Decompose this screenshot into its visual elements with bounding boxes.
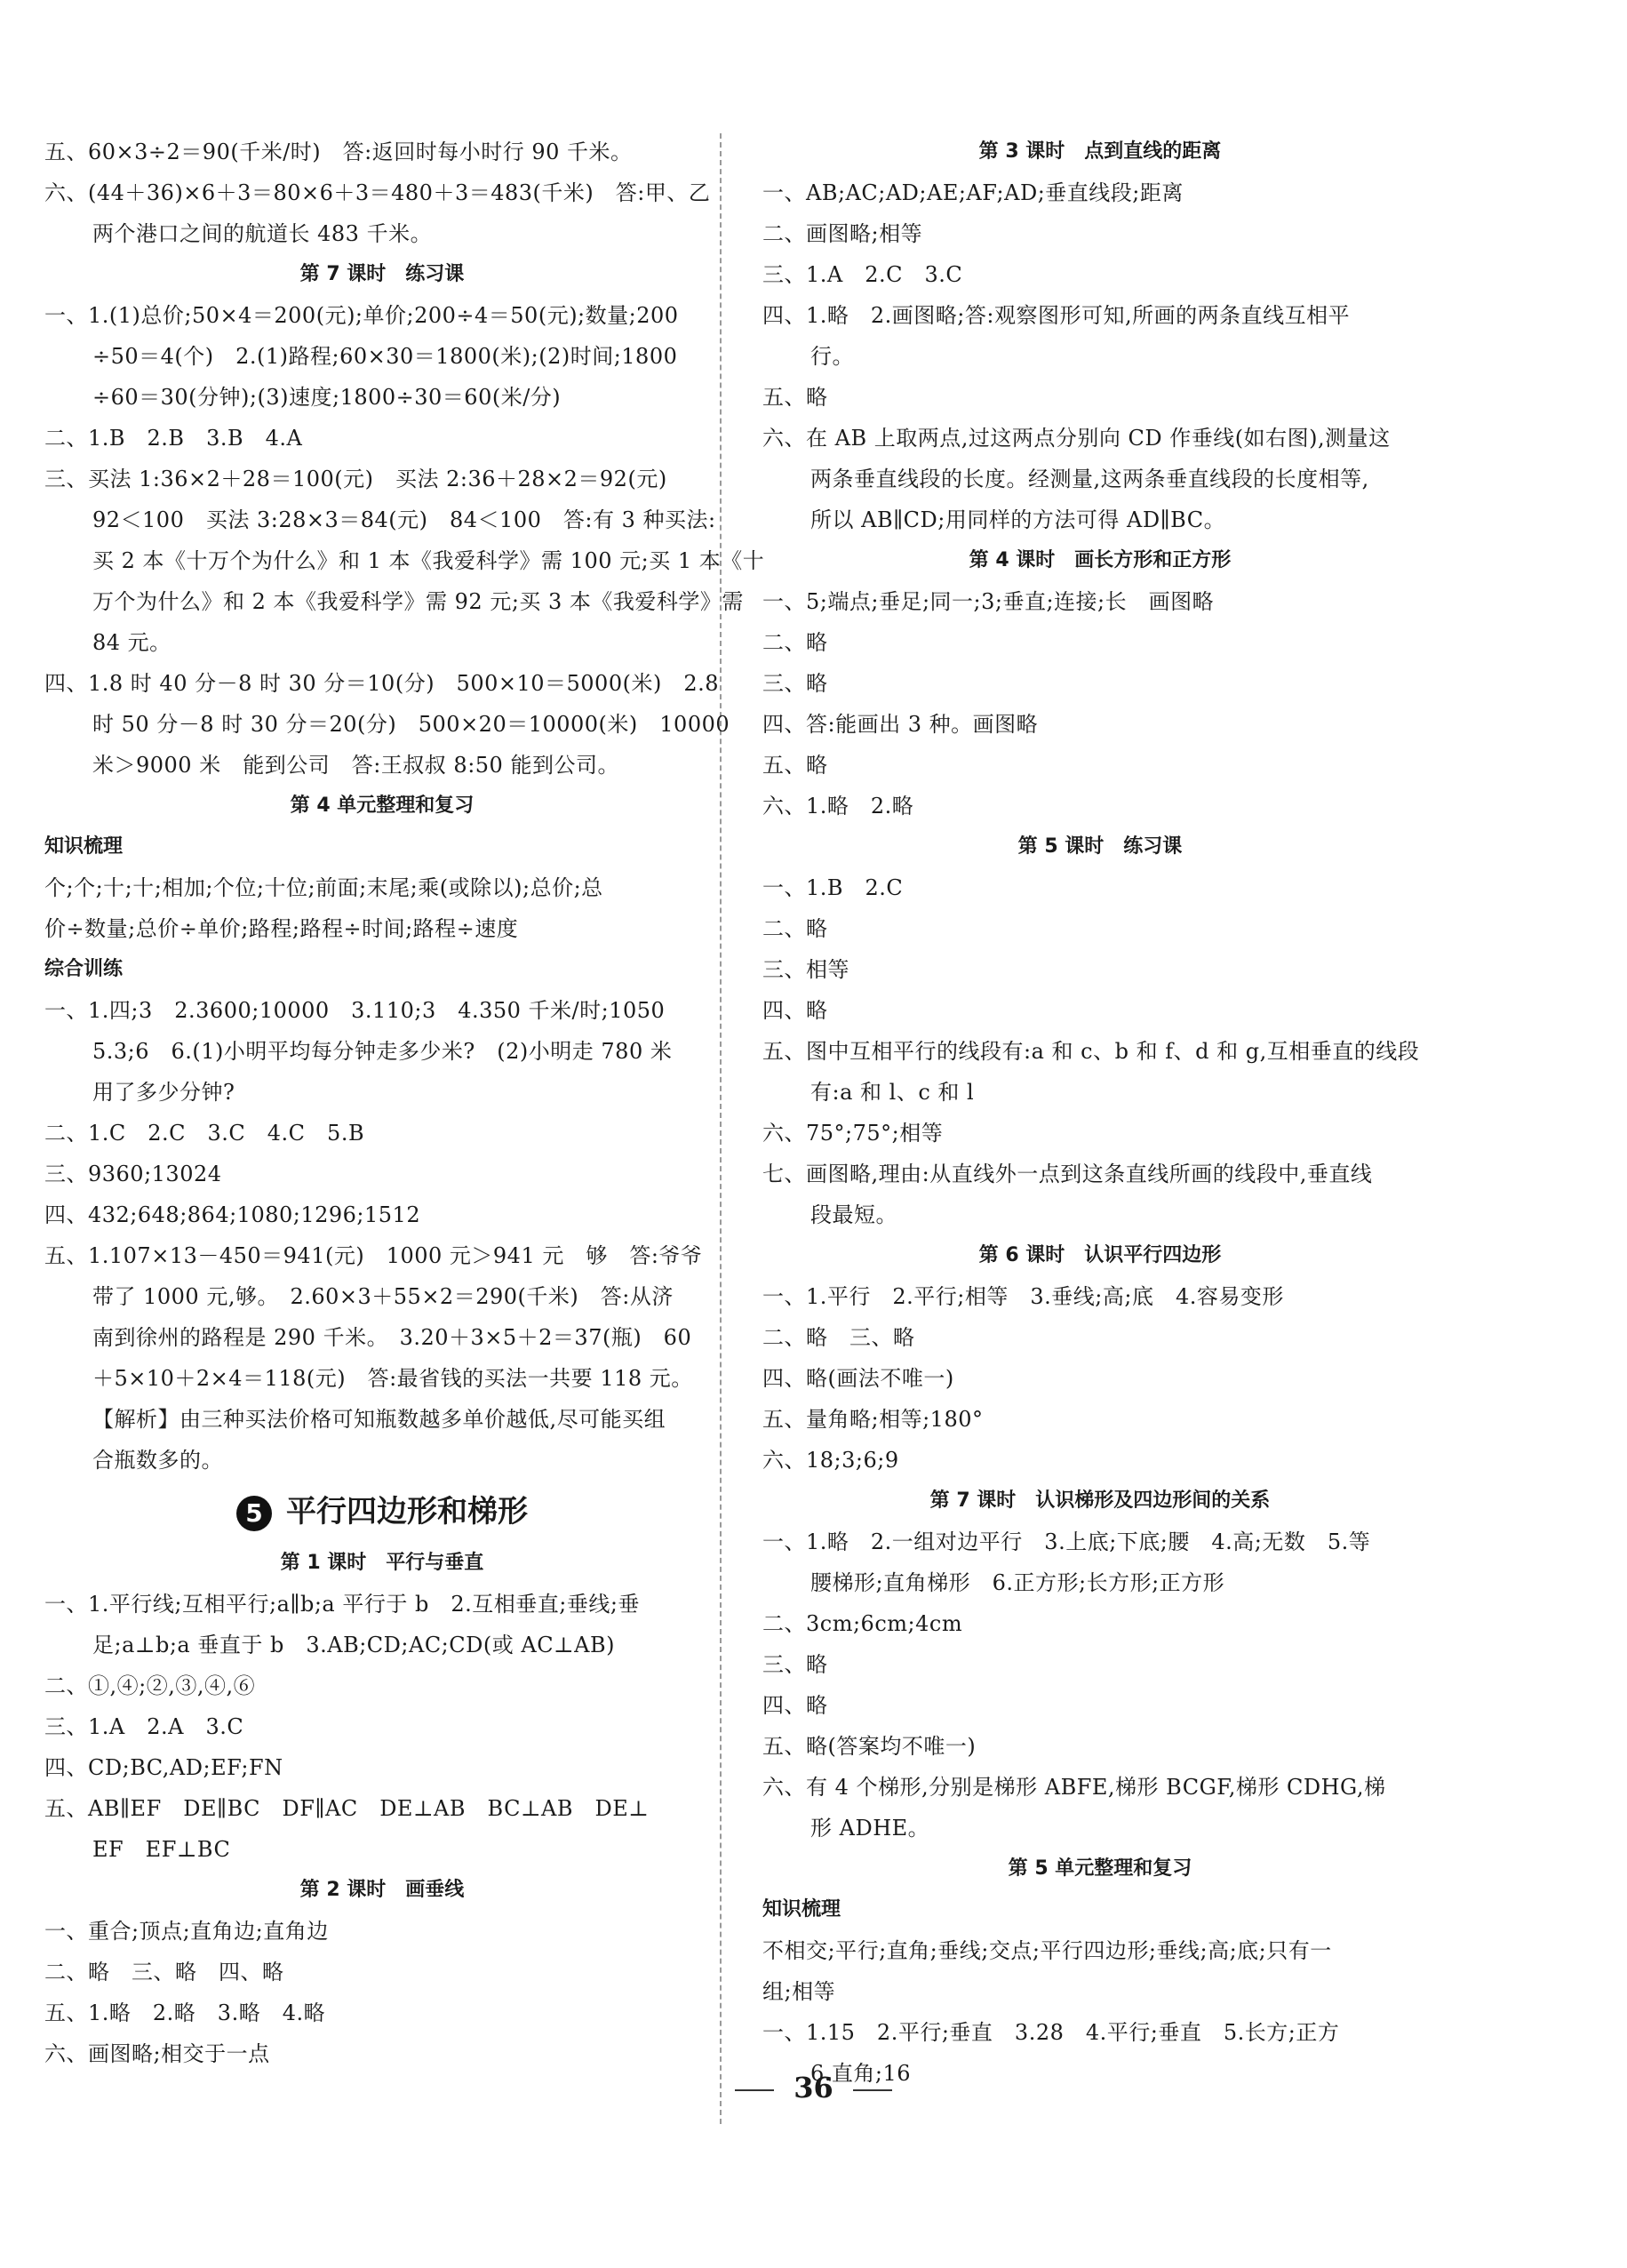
right-column	[762, 132, 1438, 2094]
page-footer	[0, 2071, 1627, 2104]
answer-line: 五、60×3÷2＝90(千米/时) 答:返回时每小时行 90 千米。	[44, 140, 633, 164]
answer-line: 二、①,④;②,③,④,⑥	[44, 1673, 256, 1698]
subsection-label: 综合训练	[44, 958, 124, 980]
section-heading: 第 4 课时 画长方形和正方形	[969, 549, 1232, 571]
section-heading: 第 5 课时 练习课	[1017, 835, 1183, 858]
answer-line: 【解析】由三种买法价格可知瓶数越多单价越低,尽可能买组	[92, 1407, 666, 1432]
answer-line: 段最短。	[810, 1202, 897, 1227]
answer-line: 二、画图略;相等	[762, 221, 923, 246]
answer-line: 三、1.A 2.A 3.C	[44, 1714, 244, 1739]
answer-line: 一、1.15 2.平行;垂直 3.28 4.平行;垂直 5.长方;正方	[762, 2020, 1340, 2045]
answer-line: 二、略 三、略	[762, 1325, 915, 1350]
answer-line: 六、18;3;6;9	[762, 1448, 899, 1473]
answer-line: 五、略(答案均不唯一)	[762, 1734, 977, 1759]
answer-line: 南到徐州的路程是 290 千米。 3.20＋3×5＋2＝37(瓶) 60	[92, 1325, 692, 1350]
answer-line: 84 元。	[92, 630, 171, 655]
section-heading: 第 7 课时 练习课	[299, 263, 465, 285]
answer-line: 一、1.平行线;互相平行;a∥b;a 平行于 b 2.互相垂直;垂线;垂	[44, 1592, 640, 1617]
answer-line: 二、3cm;6cm;4cm	[762, 1611, 963, 1636]
answer-line: 五、略	[762, 385, 828, 410]
answer-line: 合瓶数多的。	[92, 1448, 223, 1473]
answer-line: 行。	[810, 344, 854, 369]
answer-line: 五、AB∥EF DE∥BC DF∥AC DE⊥AB BC⊥AB DE⊥	[44, 1796, 650, 1821]
footer-dash-right	[853, 2089, 892, 2091]
answer-line: 92＜100 买法 3:28×3＝84(元) 84＜100 答:有 3 种买法:	[92, 507, 716, 532]
answer-line: 二、略	[762, 630, 828, 655]
answer-line: 四、1.8 时 40 分－8 时 30 分＝10(分) 500×10＝5000(米) 2.8	[44, 671, 719, 696]
answer-line: 时 50 分－8 时 30 分＝20(分) 500×20＝10000(米) 10000	[92, 712, 730, 737]
section-heading: 第 2 课时 画垂线	[299, 1879, 465, 1901]
answer-line: 六、(44＋36)×6＋3＝80×6＋3＝480＋3＝483(千米) 答:甲、乙	[44, 180, 711, 205]
answer-line: 五、量角略;相等;180°	[762, 1407, 984, 1432]
unit-title	[44, 1482, 720, 1541]
answer-line: ÷50＝4(个) 2.(1)路程;60×30＝1800(米);(2)时间;1800	[92, 344, 678, 369]
page-number: 36	[794, 2071, 833, 2104]
answer-line: 五、图中互相平行的线段有:a 和 c、b 和 f、d 和 g,互相垂直的线段	[762, 1039, 1420, 1064]
answer-line: 一、1.四;3 2.3600;10000 3.110;3 4.350 千米/时;1050	[44, 998, 666, 1023]
answer-line: 两个港口之间的航道长 483 千米。	[92, 221, 433, 246]
answer-line: 三、9360;13024	[44, 1162, 222, 1186]
answer-line: 6.直角;16	[810, 2061, 912, 2086]
answer-line: 三、略	[762, 671, 828, 696]
answer-line: 组;相等	[762, 1979, 836, 2004]
answer-line: 一、AB;AC;AD;AE;AF;AD;垂直线段;距离	[762, 180, 1184, 205]
answer-line: 二、1.C 2.C 3.C 4.C 5.B	[44, 1121, 365, 1146]
section-heading: 第 7 课时 认识梯形及四边形间的关系	[929, 1489, 1271, 1512]
section-heading: 第 5 单元整理和复习	[1008, 1857, 1192, 1880]
answer-line: 六、画图略;相交于一点	[44, 2041, 270, 2066]
unit-number-badge: 5	[236, 1496, 272, 1531]
answer-line: 一、重合;顶点;直角边;直角边	[44, 1919, 329, 1944]
column-divider	[720, 133, 722, 2124]
answer-line: 二、略	[762, 916, 828, 941]
answer-line: 五、1.略 2.略 3.略 4.略	[44, 2000, 326, 2025]
section-heading: 第 3 课时 点到直线的距离	[978, 140, 1222, 163]
answer-line: 带了 1000 元,够。 2.60×3＋55×2＝290(千米) 答:从济	[92, 1284, 674, 1309]
answer-line: 三、买法 1:36×2＋28＝100(元) 买法 2:36＋28×2＝92(元)	[44, 467, 667, 491]
answer-line: 三、1.A 2.C 3.C	[762, 262, 963, 287]
answer-line: 三、相等	[762, 957, 849, 982]
answer-line: EF EF⊥BC	[92, 1837, 231, 1862]
answer-line: 足;a⊥b;a 垂直于 b 3.AB;CD;AC;CD(或 AC⊥AB)	[92, 1633, 615, 1657]
subsection-label: 知识梳理	[44, 835, 124, 858]
answer-line: 价÷数量;总价÷单价;路程;路程÷时间;路程÷速度	[44, 916, 519, 941]
answer-line: 不相交;平行;直角;垂线;交点;平行四边形;垂线;高;底;只有一	[762, 1938, 1332, 1963]
answer-line: 五、略	[762, 753, 828, 778]
answer-line: 四、略(画法不唯一)	[762, 1366, 954, 1391]
answer-line: 一、1.略 2.一组对边平行 3.上底;下底;腰 4.高;无数 5.等	[762, 1529, 1371, 1554]
answer-line: 六、有 4 个梯形,分别是梯形 ABFE,梯形 BCGF,梯形 CDHG,梯	[762, 1775, 1386, 1800]
footer-dash-left	[735, 2089, 774, 2091]
subsection-label: 知识梳理	[762, 1898, 841, 1921]
answer-line: 5.3;6 6.(1)小明平均每分钟走多少米? (2)小明走 780 米	[92, 1039, 673, 1064]
answer-line: 七、画图略,理由:从直线外一点到这条直线所画的线段中,垂直线	[762, 1162, 1373, 1186]
answer-line: 四、1.略 2.画图略;答:观察图形可知,所画的两条直线互相平	[762, 303, 1351, 328]
answer-line: 一、1.(1)总价;50×4＝200(元);单价;200÷4＝50(元);数量;200	[44, 303, 679, 328]
unit-title-text: 平行四边形和梯形	[286, 1494, 528, 1529]
answer-line: 两条垂直线段的长度。经测量,这两条垂直线段的长度相等,	[810, 467, 1369, 491]
answer-line: 个;个;十;十;相加;个位;十位;前面;末尾;乘(或除以);总价;总	[44, 875, 603, 900]
answer-line: 一、1.B 2.C	[762, 875, 904, 900]
answer-line: 二、略 三、略 四、略	[44, 1960, 284, 1984]
answer-line: 二、1.B 2.B 3.B 4.A	[44, 426, 303, 451]
answer-line: 形 ADHE。	[810, 1816, 930, 1841]
answer-line: 四、CD;BC,AD;EF;FN	[44, 1755, 283, 1780]
answer-line: ＋5×10＋2×4＝118(元) 答:最省钱的买法一共要 118 元。	[92, 1366, 693, 1391]
section-heading: 第 1 课时 平行与垂直	[280, 1552, 484, 1574]
answer-line: 五、1.107×13－450＝941(元) 1000 元＞941 元 够 答:爷爷	[44, 1243, 703, 1268]
answer-line: 用了多少分钟?	[92, 1080, 235, 1105]
answer-line: 有:a 和 l、c 和 l	[810, 1080, 975, 1105]
answer-line: 买 2 本《十万个为什么》和 1 本《我爱科学》需 100 元;买 1 本《十	[92, 548, 765, 573]
answer-line: ÷60＝30(分钟);(3)速度;1800÷30＝60(米/分)	[92, 385, 562, 410]
section-heading: 第 4 单元整理和复习	[290, 795, 475, 817]
answer-line: 三、略	[762, 1652, 828, 1677]
answer-line: 一、1.平行 2.平行;相等 3.垂线;高;底 4.容易变形	[762, 1284, 1284, 1309]
section-heading: 第 6 课时 认识平行四边形	[978, 1244, 1222, 1266]
answer-line: 米＞9000 米 能到公司 答:王叔叔 8:50 能到公司。	[92, 753, 619, 778]
answer-line: 四、略	[762, 998, 828, 1023]
left-column	[44, 132, 765, 2074]
answer-line: 四、答:能画出 3 种。画图略	[762, 712, 1039, 737]
answer-line: 四、432;648;864;1080;1296;1512	[44, 1202, 421, 1227]
answer-line: 万个为什么》和 2 本《我爱科学》需 92 元;买 3 本《我爱科学》需	[92, 589, 744, 614]
answer-line: 六、1.略 2.略	[762, 794, 914, 819]
answer-line: 六、75°;75°;相等	[762, 1121, 944, 1146]
answer-line: 六、在 AB 上取两点,过这两点分别向 CD 作垂线(如右图),测量这	[762, 426, 1391, 451]
answer-line: 一、5;端点;垂足;同一;3;垂直;连接;长 画图略	[762, 589, 1215, 614]
answer-line: 四、略	[762, 1693, 828, 1718]
answer-line: 所以 AB∥CD;用同样的方法可得 AD∥BC。	[810, 507, 1226, 532]
answer-line: 腰梯形;直角梯形 6.正方形;长方形;正方形	[810, 1570, 1225, 1595]
